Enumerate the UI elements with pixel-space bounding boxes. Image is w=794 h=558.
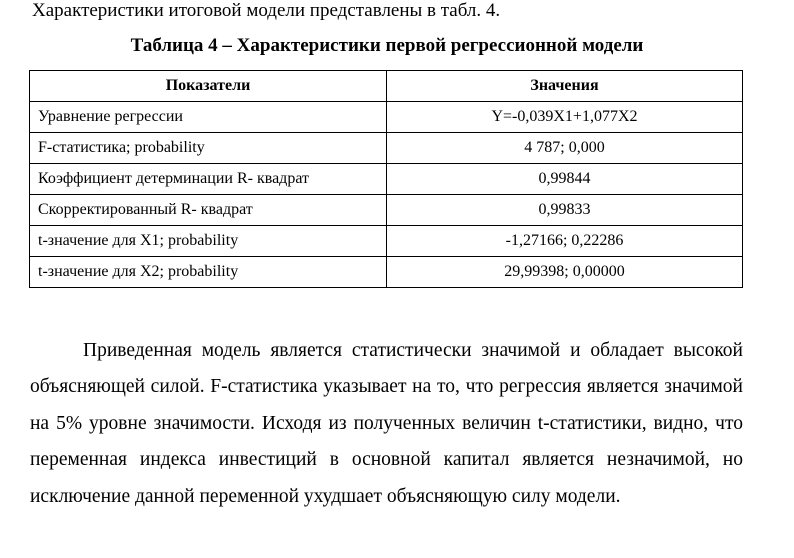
regression-table bbox=[29, 70, 743, 288]
row-value: 29,99398; 0,00000 bbox=[387, 257, 743, 288]
table-row bbox=[30, 102, 743, 133]
table-header-row bbox=[30, 71, 743, 102]
row-indicator: t-значение для X2; probability bbox=[30, 257, 387, 288]
table-caption: Таблица 4 – Характеристики первой регрессионной модели bbox=[130, 35, 644, 56]
row-indicator: Коэффициент детерминации R- квадрат bbox=[30, 164, 387, 195]
row-indicator: Скорректированный R- квадрат bbox=[30, 195, 387, 226]
row-indicator: t-значение для X1; probability bbox=[30, 226, 387, 257]
row-indicator: Уравнение регрессии bbox=[30, 102, 387, 133]
row-value: 4 787; 0,000 bbox=[387, 133, 743, 164]
table-row bbox=[30, 164, 743, 195]
body-paragraph: Приведенная модель является статистически значимой и обладает высокой объясняющей силой. F-статистика указывает на то, что регрессия является значимой на 5% уровне значимости. Исходя из полученных величин t-статистики, видно, что переменная индекса инвестиций в основной капитал является незначимой, но исключение данной переменной ухудшает объясняющую силу модели. bbox=[30, 340, 743, 507]
header-values: Значения bbox=[387, 71, 743, 102]
header-indicators: Показатели bbox=[30, 71, 387, 102]
row-value: 0,99844 bbox=[387, 164, 743, 195]
row-value: -1,27166; 0,22286 bbox=[387, 226, 743, 257]
row-value: Y=-0,039X1+1,077X2 bbox=[387, 102, 743, 133]
table-row bbox=[30, 133, 743, 164]
intro-sentence: Характеристики итоговой модели представлены в табл. 4. bbox=[32, 0, 501, 21]
table-row bbox=[30, 226, 743, 257]
row-indicator: F-статистика; probability bbox=[30, 133, 387, 164]
table-row bbox=[30, 195, 743, 226]
row-value: 0,99833 bbox=[387, 195, 743, 226]
table-row bbox=[30, 257, 743, 288]
